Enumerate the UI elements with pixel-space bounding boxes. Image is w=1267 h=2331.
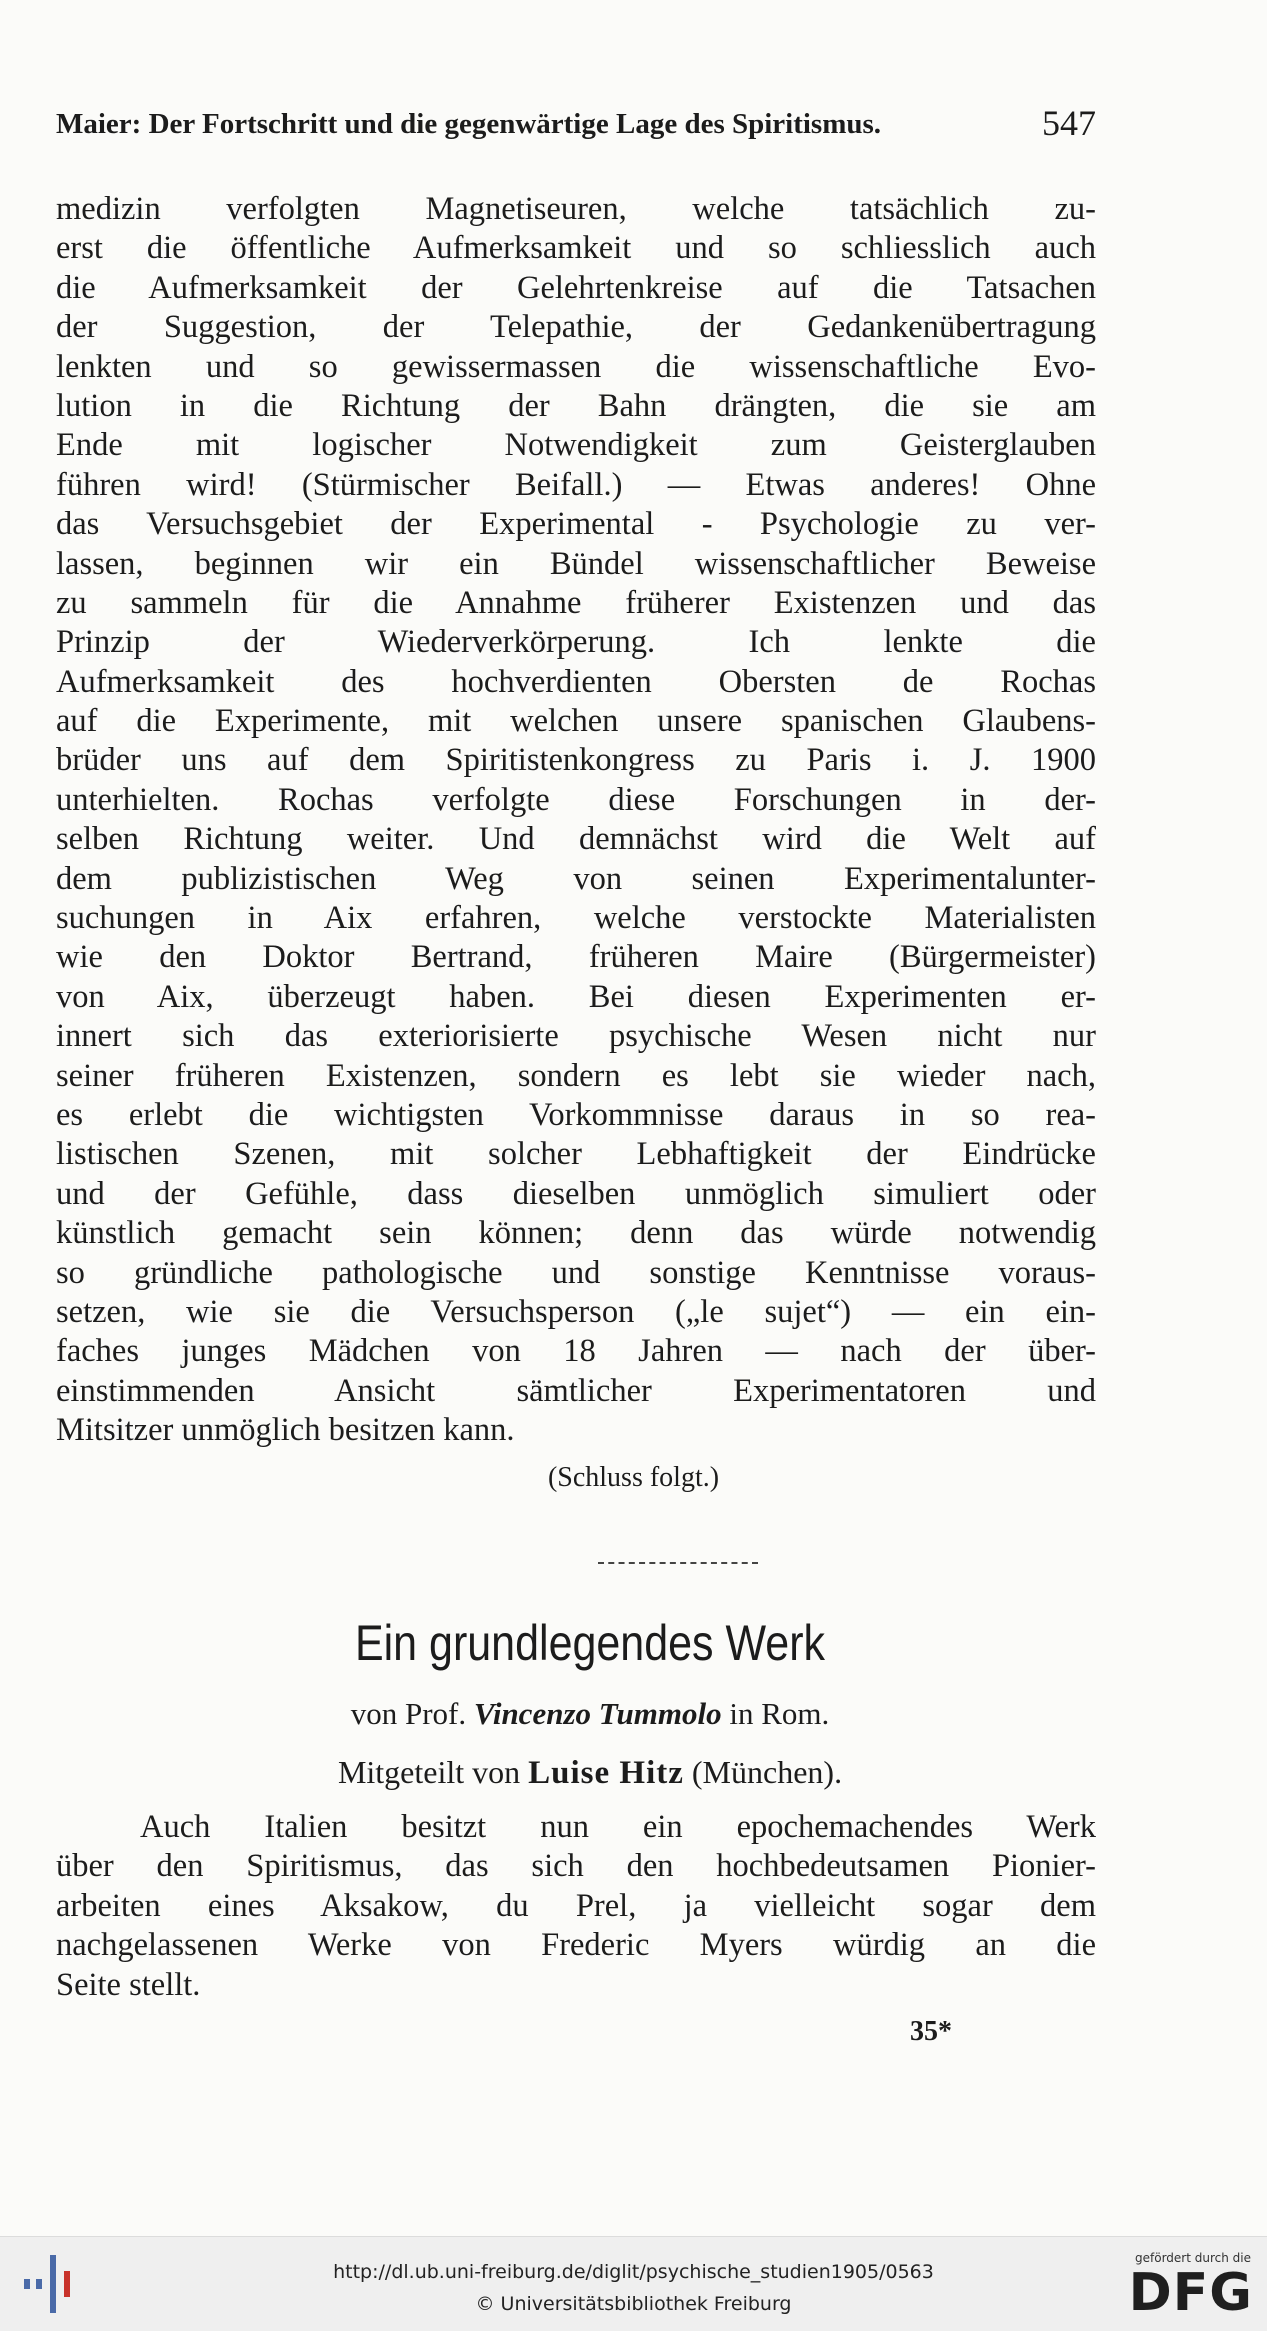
text-line: und der Gefühle, dass dieselben unmöglich simuliert oder [56, 1175, 1096, 1212]
text-line: das Versuchsgebiet der Experimental - Psychologie zu ver- [56, 506, 1096, 543]
text-line: dem publizistischen Weg von seinen Experimentalunter- [56, 860, 1096, 897]
byline-prefix: von Prof. [350, 1696, 467, 1731]
text-line: erst die öffentliche Aufmerksamkeit und so schliesslich auch [56, 230, 1096, 267]
article-byline [0, 1696, 1180, 1732]
text-line: auf die Experimente, mit welchen unsere spanischen Glaubens- [56, 703, 1096, 740]
running-title: Maier: Der Fortschritt und die gegenwärtige Lage des Spiritismus. [56, 108, 882, 140]
text-line: lution in die Richtung der Bahn drängten, die sie am [56, 387, 1096, 424]
signature-mark: 35* [910, 2016, 952, 2047]
text-line: lassen, beginnen wir ein Bündel wissenschaftlicher Beweise [56, 545, 1096, 582]
text-line: so gründliche pathologische und sonstige Kenntnisse voraus- [56, 1254, 1096, 1291]
running-head [56, 103, 1096, 143]
permalink-url[interactable]: http://dl.ub.uni-freiburg.de/diglit/psychische_studien1905/0563 [333, 2261, 934, 2283]
text-line: nachgelassenen Werke von Frederic Myers würdig an die [56, 1927, 1096, 1964]
text-line: zu sammeln für die Annahme früherer Existenzen und das [56, 584, 1096, 621]
communicated-by [0, 1754, 1180, 1792]
byline-suffix: in Rom. [729, 1696, 830, 1731]
text-line: suchungen in Aix erfahren, welche verstockte Materialisten [56, 900, 1096, 937]
text-line: innert sich das exteriorisierte psychische Wesen nicht nur [56, 1018, 1096, 1055]
text-line: einstimmenden Ansicht sämtlicher Experimentatoren und [56, 1372, 1096, 1409]
communicator-name: Luise Hitz [528, 1755, 684, 1791]
text-line: unterhielten. Rochas verfolgte diese Forschungen in der- [56, 781, 1096, 818]
text-line: arbeiten eines Aksakow, du Prel, ja vielleicht sogar dem [56, 1887, 1096, 1924]
communicated-suffix: (München). [691, 1754, 843, 1790]
text-line: der Suggestion, der Telepathie, der Gedankenübertragung [56, 309, 1096, 346]
text-line: selben Richtung weiter. Und demnächst wird die Welt auf [56, 821, 1096, 858]
text-line: Prinzip der Wiederverkörperung. Ich lenkte die [56, 624, 1096, 661]
section-divider [598, 1562, 758, 1564]
text-line: Mitsitzer unmöglich besitzen kann. [56, 1412, 515, 1449]
communicated-prefix: Mitgeteilt von [337, 1754, 521, 1790]
viewer-footer [0, 2236, 1267, 2331]
to-be-continued-note: (Schluss folgt.) [547, 1462, 720, 1493]
text-line: medizin verfolgten Magnetiseuren, welche tatsächlich zu- [56, 191, 1096, 227]
dfg-caption: gefördert durch die [1135, 2251, 1251, 2265]
text-line: Seite stellt. [56, 1966, 201, 2003]
text-line: Aufmerksamkeit des hochverdienten Obersten de Rochas [56, 663, 1096, 700]
page-number: 547 [1042, 103, 1096, 143]
article-body-text [56, 1808, 1096, 2005]
text-line: von Aix, überzeugt haben. Bei diesen Experimenten er- [56, 978, 1096, 1015]
dfg-logo: DFG [1128, 2263, 1253, 2323]
text-line: über den Spiritismus, das sich den hochbedeutsamen Pionier- [56, 1848, 1096, 1885]
text-line: brüder uns auf dem Spiritistenkongress zu Paris i. J. 1900 [56, 742, 1096, 779]
text-line: Ende mit logischer Notwendigkeit zum Geisterglauben [56, 427, 1096, 464]
text-line: faches junges Mädchen von 18 Jahren — nach der über- [56, 1333, 1096, 1370]
text-line: seiner früheren Existenzen, sondern es lebt sie wieder nach, [56, 1057, 1096, 1094]
text-line: es erlebt die wichtigsten Vorkommnisse daraus in so rea- [56, 1096, 1096, 1133]
text-line: führen wird! (Stürmischer Beifall.) — Etwas anderes! Ohne [56, 466, 1096, 503]
text-line: Auch Italien besitzt nun ein epochemachendes Werk [140, 1809, 1096, 1845]
text-line: wie den Doktor Bertrand, früheren Maire (Bürgermeister) [56, 939, 1096, 976]
body-text [56, 190, 1096, 1451]
author-name: Vincenzo Tummolo [473, 1696, 722, 1731]
text-line: künstlich gemacht sein können; denn das würde notwendig [56, 1215, 1096, 1252]
text-line: listischen Szenen, mit solcher Lebhaftigkeit der Eindrücke [56, 1136, 1096, 1173]
copyright-notice: © Universitätsbibliothek Freiburg [475, 2293, 792, 2315]
article-title: Ein grundlegendes Werk [354, 1615, 826, 1671]
text-line: setzen, wie sie die Versuchsperson („le sujet“) — ein ein- [56, 1293, 1096, 1330]
text-line: lenkten und so gewissermassen die wissenschaftliche Evo- [56, 348, 1096, 385]
text-line: die Aufmerksamkeit der Gelehrtenkreise auf die Tatsachen [56, 269, 1096, 306]
